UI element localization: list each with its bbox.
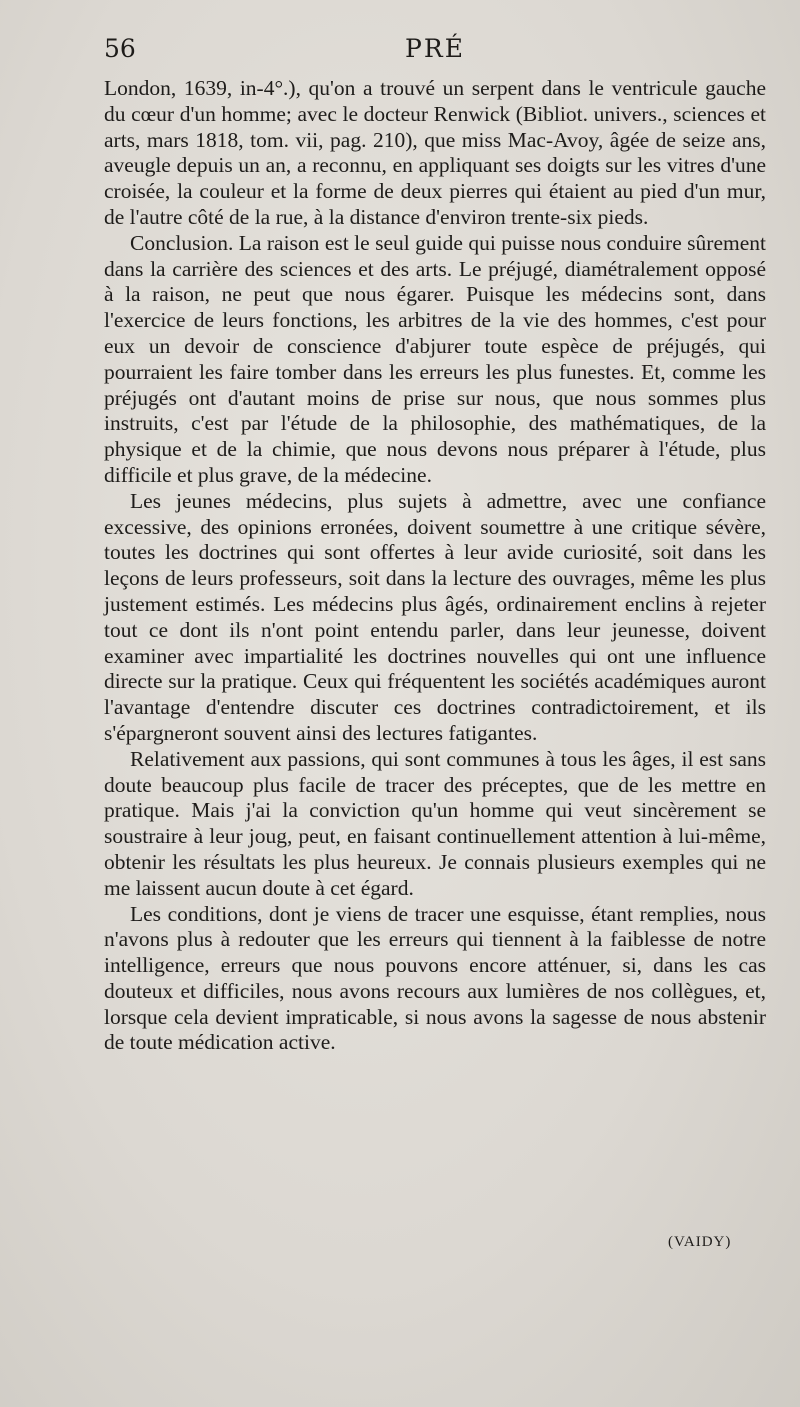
paragraph-passions: Relativement aux passions, qui sont communes à tous les âges, il est sans doute beaucoup plus facile de tracer des préceptes, que de les mettre en pratique. Mais j'ai la conviction qu'un homme qui veut sincèrement se soustraire à leur joug, peut, en faisant continuellement attention à lui-même, obtenir les résultats les plus heureux. Je connais plusieurs exemples qui ne me laissent aucun doute à cet égard. [104, 746, 766, 900]
paragraph-conditions: Les conditions, dont je viens de tracer une esquisse, étant remplies, nous n'avons plus à redouter que les erreurs qui tiennent à la faiblesse de notre intelligence, erreurs que nous pouvons encore atténuer, si, dans les cas douteux et difficiles, nous avons recours aux lumières de nos collègues, et, lorsque cela devient impraticable, si nous avons la sagesse de nous abstenir de toute médication active. [104, 901, 766, 1055]
paragraph-young-physicians: Les jeunes médecins, plus sujets à admettre, avec une confiance excessive, des opinions erronées, doivent soumettre à une critique sévère, toutes les doctrines qui sont offertes à leur avide curiosité, soit dans les leçons de leurs professeurs, soit dans la lecture des ouvrages, même les plus justement estimés. Les médecins plus âgés, ordinairement enclins à rejeter tout ce dont ils n'ont point entendu parler, dans leur jeunesse, doivent examiner avec impartialité les doctrines nouvelles qui ont une influence directe sur la pratique. Ceux qui fréquentent les sociétés académiques auront l'avantage d'entendre discuter ces doctrines contradictoirement, et ils s'épargneront souvent ainsi des lectures fatigantes. [104, 488, 766, 745]
running-head: PRÉ [405, 34, 465, 63]
page-number: 56 [104, 34, 136, 63]
author-signature: (VAIDY) [668, 1234, 732, 1250]
body-text [104, 76, 766, 1056]
paragraph-conclusion: Conclusion. La raison est le seul guide qui puisse nous conduire sûrement dans la carrière des sciences et des arts. Le préjugé, diamétralement opposé à la raison, ne peut que nous égarer. Puisque les médecins sont, dans l'exercice de leurs fonctions, les arbitres de la vie des hommes, c'est pour eux un devoir de conscience d'abjurer toute espèce de préjugés, qui pourraient les faire tomber dans les erreurs les plus funestes. Et, comme les préjugés ont d'autant moins de prise sur nous, que nous sommes plus instruits, c'est par l'étude de la philosophie, des mathématiques, de la physique et de la chimie, que nous devons nous préparer à l'étude, plus difficile et plus grave, de la médecine. [104, 230, 766, 487]
page-header [104, 34, 766, 66]
paragraph-continued: London, 1639, in-4°.), qu'on a trouvé un serpent dans le ventricule gauche du cœur d'un homme; avec le docteur Renwick (Bibliot. univers., sciences et arts, mars 1818, tom. vii, pag. 210), que miss Mac-Avoy, âgée de seize ans, aveugle depuis un an, a reconnu, en appliquant ses doigts sur les vitres d'une croisée, la couleur et la forme de deux pierres qui étaient au pied d'un mur, de l'autre côté de la rue, à la distance d'environ trente-six pieds. [104, 76, 766, 229]
